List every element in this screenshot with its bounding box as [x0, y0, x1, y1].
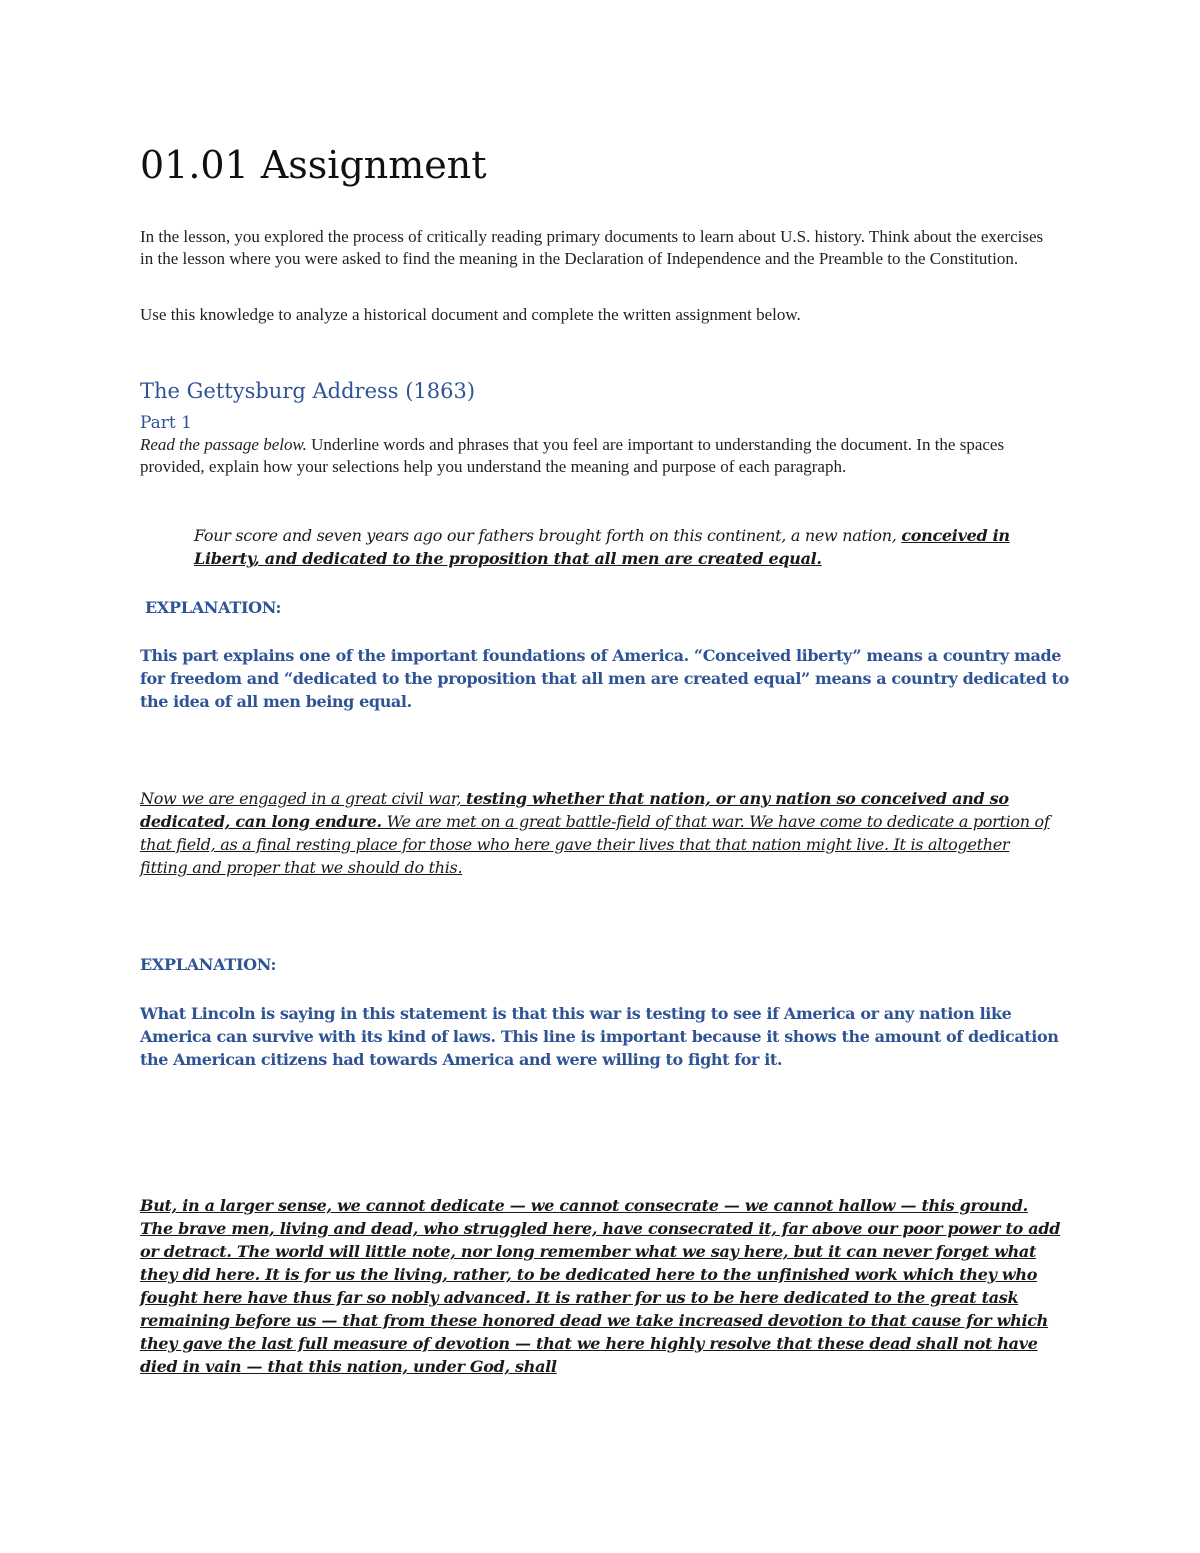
passage-2-bold: testing whether that nation, or any nation so conceived and so dedicated, can long endure.	[140, 789, 1009, 831]
explanation-1-text: This part explains one of the important foundations of America. “Conceived liberty” means a country made for freedom and “dedicated to the proposition that all men are created equal” means a country dedicated to the idea of all men being equal.	[140, 646, 1069, 711]
explanation-1-label: EXPLANATION:	[145, 598, 282, 617]
passage-2-part-1: Now we are engaged in a great civil war,	[140, 789, 466, 808]
passage-paragraph-3	[140, 1194, 1065, 1378]
passage-1-underlined: conceived in Liberty, and dedicated to the proposition that all men are created equal.	[194, 526, 1010, 568]
passage-3-part-1: But, in a larger sense, we cannot dedicate — we cannot consecrate — we cannot hallow — this ground. The brave men, living and dead, who struggled here, have consecrated it, far above our poor power to add or detract. The world will little note, nor long remember what we say here, but it can never forget what they did here. It is for us the living, rather, to be dedicated here to the unfinished work which they who fought here have thus far so nobly advanced.	[140, 1196, 1061, 1307]
passage-paragraph-2	[140, 787, 1060, 879]
intro-paragraph: In the lesson, you explored the process of critically reading primary documents to learn about U.S. history. Think about the exercises in the lesson where you were asked to find the meaning in the Declaration of Independence and the Preamble to the Constitution.	[140, 227, 1044, 268]
passage-2-part-3: We are met on a great battle-field of that war. We have come to dedicate a portion of that field, as a final resting place for those who here gave their lives that that nation might live. It is altogether fitting and proper that we should do this.	[140, 812, 1050, 877]
passage-3-part-2: It is rather for us to be here dedicated to the great task remaining before us — that from these honored dead we take increased devotion to that cause for which they gave the last full measure of devotion — that we here highly resolve that these dead shall not have died in vain — that this nation, under God, shall	[140, 1288, 1049, 1376]
passage-1-plain: Four score and seven years ago our fathers brought forth on this continent, a new nation,	[194, 526, 902, 545]
intro-instruction: Use this knowledge to analyze a historical document and complete the written assignment below.	[140, 305, 801, 324]
section-title: The Gettysburg Address (1863)	[140, 379, 476, 403]
instructions-italic: Read the passage below.	[140, 435, 307, 454]
explanation-2-label: EXPLANATION:	[140, 955, 277, 974]
instructions	[140, 434, 1060, 478]
page-title: 01.01 Assignment	[140, 143, 487, 187]
part-title: Part 1	[140, 413, 192, 433]
explanation-2-text: What Lincoln is saying in this statement is that this war is testing to see if America or any nation like America can survive with its kind of laws. This line is important because it shows the amount of dedication the American citizens had towards America and were willing to fight for it.	[140, 1004, 1059, 1069]
passage-paragraph-1	[194, 524, 1044, 570]
instructions-text: Underline words and phrases that you feel are important to understanding the document. In the spaces provided, explain how your selections help you understand the meaning and purpose of each paragraph.	[140, 435, 1005, 476]
